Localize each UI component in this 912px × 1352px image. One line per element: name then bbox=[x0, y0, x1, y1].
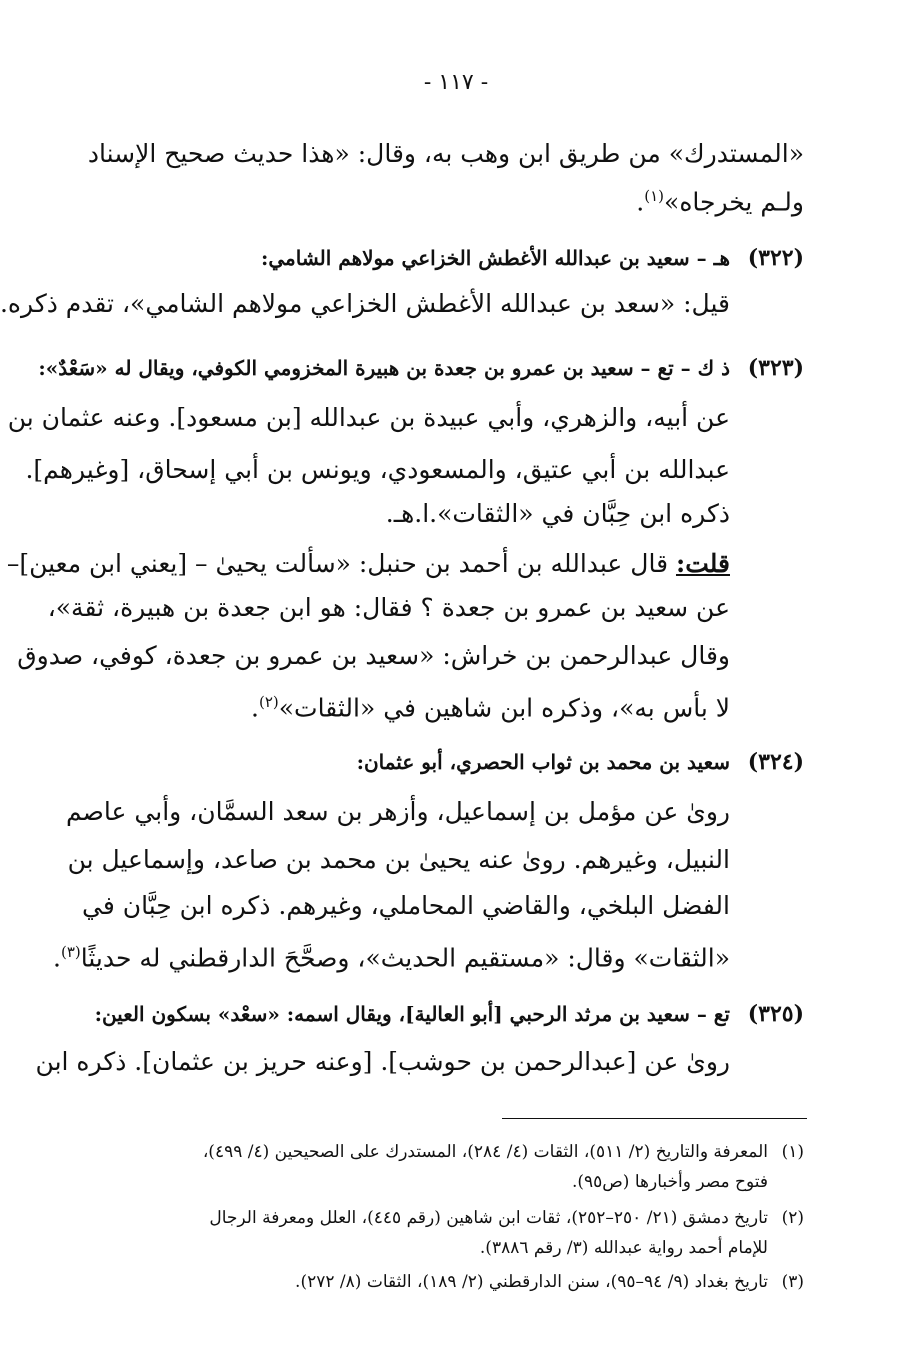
footnote-line: للإمام أحمد رواية عبدالله (٣/ رقم ٣٨٨٦). bbox=[479, 1238, 768, 1258]
footnote-number: (٣) bbox=[781, 1272, 804, 1292]
entry-line: روىٰ عن مؤمل بن إسماعيل، وأزهر بن سعد السمَّان، وأبي عاصم bbox=[66, 797, 730, 826]
entry-line: عبدالله بن أبي عتيق، والمسعودي، ويونس بن أبي إسحاق، [وغيرهم]. bbox=[25, 455, 730, 484]
footnote: (٢)تاريخ دمشق (٢١/ ٢٥٠–٢٥٢)، ثقات ابن شاهين (رقم ٤٤٥)، العلل ومعرفة الرجال bbox=[99, 1204, 804, 1232]
entry-number: (٣٢٤) bbox=[747, 749, 804, 775]
qult-line: لا بأس به»، وذكره ابن شاهين في «الثقات»$^{(٢)}$. bbox=[251, 693, 730, 723]
footnote-ref: (٣) bbox=[60, 943, 81, 961]
footnote-ref: (٢) bbox=[258, 693, 279, 711]
footnote-number: (٢) bbox=[781, 1208, 804, 1228]
qult-line: وقال عبدالرحمن بن خراش: «سعيد بن عمرو بن جعدة، كوفي، صدوق bbox=[17, 641, 730, 670]
footnote: (١)المعرفة والتاريخ (٢/ ٥١١)، الثقات (٤/ ٢٨٤)، المستدرك على الصحيحين (٤/ ٤٩٩)، bbox=[99, 1138, 804, 1166]
footnote: (٣)تاريخ بغداد (٩/ ٩٤–٩٥)، سنن الدارقطني (٢/ ١٨٩)، الثقات (٨/ ٢٧٢). bbox=[99, 1268, 804, 1296]
qult-line: قلت: قال عبدالله بن أحمد بن حنبل: «سألت يحيىٰ – [يعني ابن معين]– bbox=[6, 549, 730, 578]
entry-heading bbox=[99, 240, 804, 276]
entry-line: النبيل، وغيرهم. روىٰ عنه يحيىٰ بن محمد بن صاعد، وإسماعيل بن bbox=[67, 845, 730, 874]
entry-heading bbox=[38, 350, 804, 386]
page-number: - ١١٧ - bbox=[423, 70, 489, 95]
entry-title: هـ – سعيد بن عبدالله الأغطش الخزاعي مولاهم الشامي: bbox=[260, 246, 730, 270]
entry-number: (٣٢٣) bbox=[747, 355, 804, 381]
footnote-separator bbox=[502, 1118, 807, 1119]
intro-line: «المستدرك» من طريق ابن وهب به، وقال: «هذا حديث صحيح الإسناد bbox=[87, 139, 804, 168]
entry-number: (٣٢٥) bbox=[747, 1001, 804, 1027]
entry-line: قيل: «سعد بن عبدالله الأغطش الخزاعي مولاهم الشامي»، تقدم ذكره. bbox=[0, 289, 730, 318]
entry-heading bbox=[99, 744, 804, 780]
entry-line: عن أبيه، والزهري، وأبي عبيدة بن عبدالله [بن مسعود]. وعنه عثمان بن bbox=[7, 403, 730, 432]
footnote-ref: (١) bbox=[644, 187, 665, 205]
entry-title: سعيد بن محمد بن ثواب الحصري، أبو عثمان: bbox=[356, 750, 730, 774]
entry-line: الفضل البلخي، والقاضي المحاملي، وغيرهم. ذكره ابن حِبَّان في bbox=[81, 891, 730, 920]
qult-label: قلت: bbox=[675, 549, 730, 578]
entry-title: ذ ك – تع – سعيد بن عمرو بن جعدة بن هبيرة المخزومي الكوفي، ويقال له «سَعْدٌ»: bbox=[38, 356, 730, 380]
entry-number: (٣٢٢) bbox=[747, 245, 804, 271]
entry-line: «الثقات» وقال: «مستقيم الحديث»، وصحَّحَ الدارقطني له حديثًا$^{(٣)}$. bbox=[53, 943, 730, 973]
entry-line: ذكره ابن حِبَّان في «الثقات».ا.هـ. bbox=[385, 499, 730, 528]
entry-line: روىٰ عن [عبدالرحمن بن حوشب]. [وعنه حريز بن عثمان]. ذكره ابن bbox=[35, 1047, 730, 1076]
footnote-line: فتوح مصر وأخبارها (ص٩٥). bbox=[571, 1172, 768, 1192]
qult-line: عن سعيد بن عمرو بن جعدة ؟ فقال: هو ابن جعدة بن هبيرة، ثقة»، bbox=[47, 593, 730, 622]
footnote-number: (١) bbox=[781, 1142, 804, 1162]
entry-title: تع – سعيد بن مرثد الرحبي [أبو العالية]، ويقال اسمه: «سعْد» بسكون العين: bbox=[94, 1002, 730, 1026]
intro-line: ولـم يخرجاه»$^{(١)}$. bbox=[636, 187, 804, 217]
entry-heading bbox=[94, 996, 804, 1032]
